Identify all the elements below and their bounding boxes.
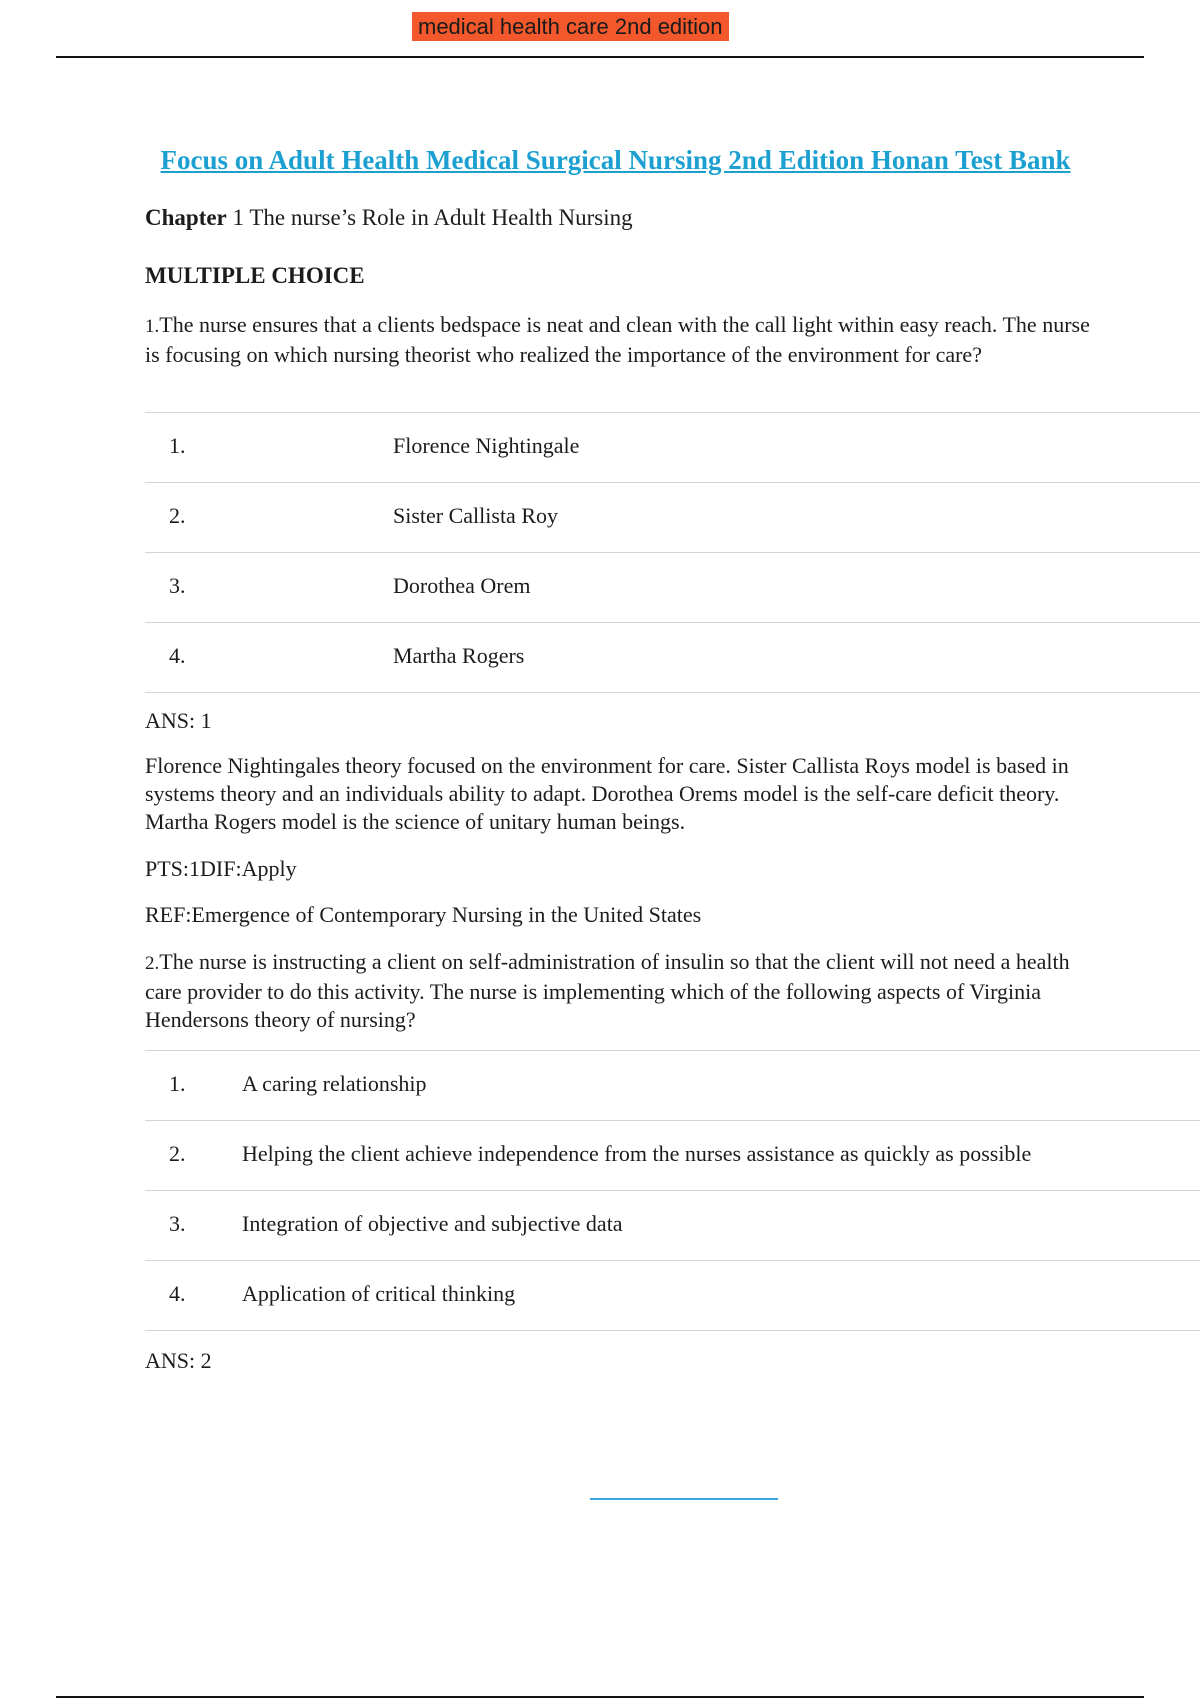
section-heading: MULTIPLE CHOICE xyxy=(145,263,365,288)
question-1 xyxy=(145,311,1095,369)
option-text: A caring relationship xyxy=(242,1071,427,1096)
option-row xyxy=(145,1121,1200,1191)
option-text: Martha Rogers xyxy=(393,643,525,668)
option-row xyxy=(145,623,1200,693)
header-tag: medical health care 2nd edition xyxy=(412,12,729,41)
question-2-answer: ANS: 2 xyxy=(145,1348,212,1373)
chapter-label: Chapter xyxy=(145,205,227,230)
chapter-title: 1 The nurse’s Role in Adult Health Nursing xyxy=(232,205,633,230)
option-text: Florence Nightingale xyxy=(393,433,580,458)
question-1-options xyxy=(145,412,1200,693)
option-number: 1. xyxy=(169,433,186,458)
option-row xyxy=(145,483,1200,553)
footer-link-underline[interactable] xyxy=(590,1498,778,1500)
option-row xyxy=(145,1261,1200,1331)
question-1-number: 1. xyxy=(145,316,160,337)
option-row xyxy=(145,1050,1200,1121)
option-number: 4. xyxy=(169,643,186,668)
option-text: Sister Callista Roy xyxy=(393,503,558,528)
option-text: Application of critical thinking xyxy=(242,1281,516,1306)
question-1-reference: REF:Emergence of Contemporary Nursing in the United States xyxy=(145,902,702,927)
option-text: Integration of objective and subjective data xyxy=(242,1211,623,1236)
question-2 xyxy=(145,948,1095,1034)
question-1-answer: ANS: 1 xyxy=(145,708,212,733)
document-title-link[interactable]: Focus on Adult Health Medical Surgical Nursing 2nd Edition Honan Test Bank xyxy=(160,145,1071,175)
question-2-text: The nurse is instructing a client on self-administration of insulin so that the client will not need a health care provider to do this activity. The nurse is implementing which of the following aspects of Virginia Hendersons theory of nursing? xyxy=(145,949,1070,1032)
option-number: 4. xyxy=(169,1281,186,1306)
chapter-heading xyxy=(145,205,1095,231)
option-number: 1. xyxy=(169,1071,186,1096)
question-2-options xyxy=(145,1050,1200,1331)
bottom-divider xyxy=(56,1696,1144,1698)
option-number: 2. xyxy=(169,503,186,528)
top-divider xyxy=(56,56,1144,58)
question-1-points: PTS:1DIF:Apply xyxy=(145,856,297,881)
option-number: 3. xyxy=(169,573,186,598)
option-row xyxy=(145,553,1200,623)
option-row xyxy=(145,412,1200,483)
question-2-number: 2. xyxy=(145,953,160,974)
option-text: Helping the client achieve independence from the nurses assistance as quickly as possible xyxy=(242,1141,1032,1166)
question-1-rationale: Florence Nightingales theory focused on the environment for care. Sister Callista Roys model is based in systems theory and an individuals ability to adapt. Dorothea Orems model is the self-care deficit theory. Martha Rogers model is the science of unitary human beings. xyxy=(145,753,1069,834)
question-1-text: The nurse ensures that a clients bedspace is neat and clean with the call light within easy reach. The nurse is focusing on which nursing theorist who realized the importance of the environment for care? xyxy=(145,312,1090,367)
option-number: 3. xyxy=(169,1211,186,1236)
option-number: 2. xyxy=(169,1141,186,1166)
option-text: Dorothea Orem xyxy=(393,573,531,598)
option-row xyxy=(145,1191,1200,1261)
